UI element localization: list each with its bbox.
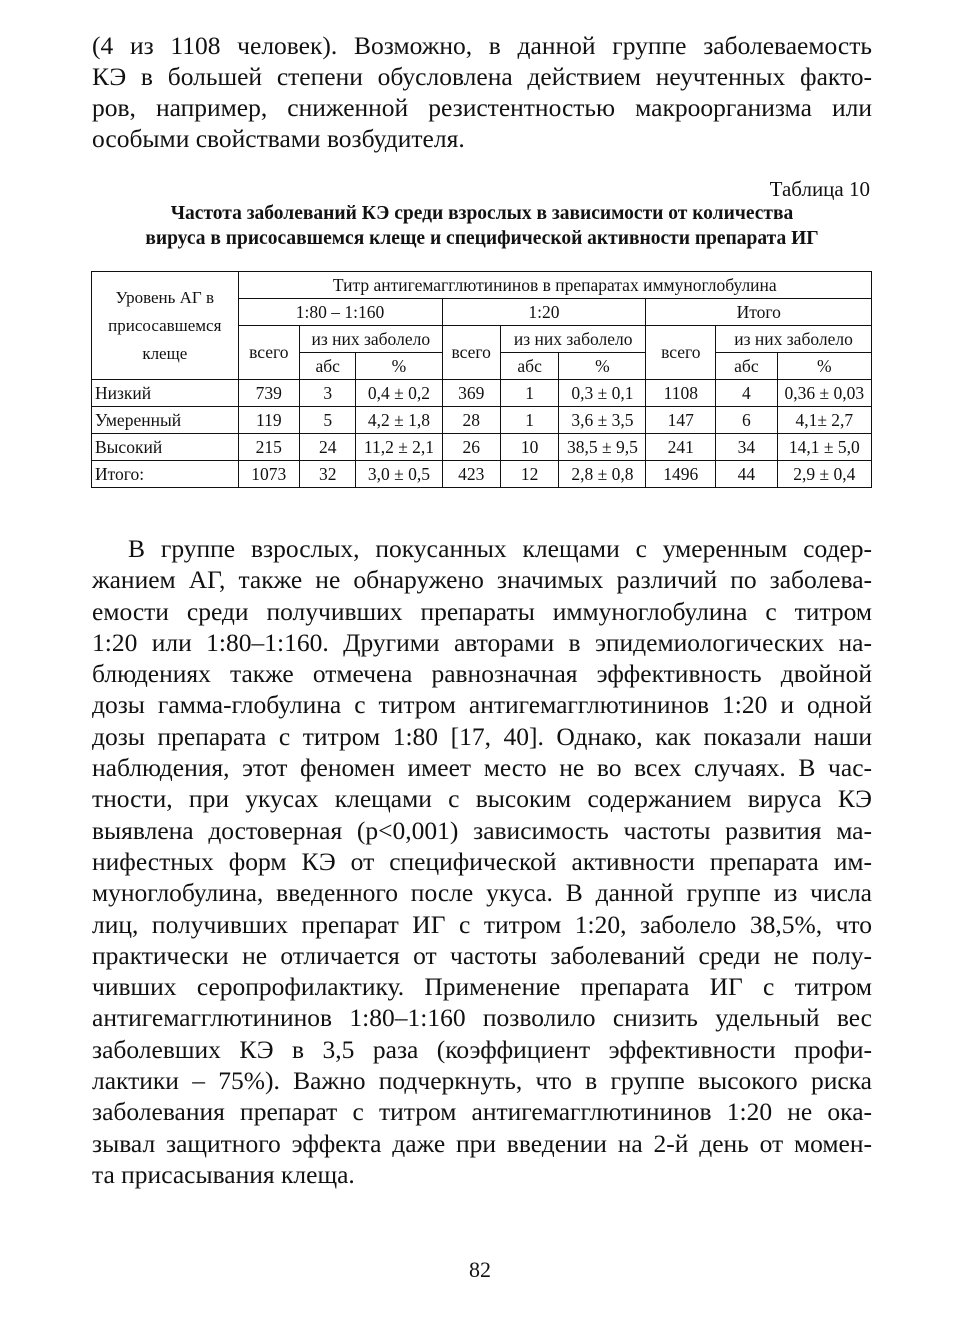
abs-header: абс [500, 353, 558, 380]
text-line: наблюдения, этот феномен имеет место не во всех случаях. В час- [92, 753, 872, 783]
total-header: всего [442, 326, 500, 380]
table-body [92, 380, 872, 488]
value-cell: 38,5 ± 9,5 [559, 434, 646, 461]
value-cell: 0,36 ± 0,03 [777, 380, 871, 407]
value-cell: 12 [500, 461, 558, 488]
top-paragraph [92, 30, 872, 154]
value-cell: 4,1± 2,7 [777, 407, 871, 434]
group-header: Титр антигемагглютининов в препаратах иммуноглобулина [238, 272, 871, 299]
value-cell: 24 [300, 434, 356, 461]
text-line: заболевших КЭ в 3,5 раза (коэффициент эффективности профи- [92, 1034, 872, 1064]
text-line: та присасывания клеща. [92, 1159, 355, 1189]
text-line: жанием АГ, также не обнаружено значимых различий по заболева- [92, 565, 872, 595]
text-line: емости среди получивших препараты иммуноглобулина с титром [92, 596, 872, 626]
text-line: тности, при укусах клещами с высоким содержанием вируса КЭ [92, 784, 872, 814]
row-header-line: Уровень АГ в [115, 287, 215, 307]
text-line: лиц, получивших препарат ИГ с титром 1:20, заболело 38,5%, что [92, 909, 872, 939]
value-cell: 2,8 ± 0,8 [559, 461, 646, 488]
value-cell: 44 [716, 461, 777, 488]
value-cell: 1 [500, 407, 558, 434]
pct-header: % [356, 353, 442, 380]
value-cell: 14,1 ± 5,0 [777, 434, 871, 461]
value-cell: 3,0 ± 0,5 [356, 461, 442, 488]
text-line: блюдениях также отмечена равнозначная эффективность двойной [92, 659, 872, 689]
table-row [92, 434, 872, 461]
table-number: Таблица 10 [769, 177, 870, 201]
table-row [92, 407, 872, 434]
value-cell: 11,2 ± 2,1 [356, 434, 442, 461]
value-cell: 3 [300, 380, 356, 407]
text-line: В группе взрослых, покусанных клещами с умеренным содер- [128, 534, 872, 563]
value-cell: 2,9 ± 0,4 [777, 461, 871, 488]
value-cell: 10 [500, 434, 558, 461]
ill-header: из них заболело [300, 326, 442, 353]
value-cell: 423 [442, 461, 500, 488]
table-caption [92, 201, 872, 251]
total-header: всего [238, 326, 299, 380]
level-cell: Итого: [92, 461, 239, 488]
text-line: дозы гамма-глобулина с титром антигемагглютининов 1:20 и одной [92, 690, 872, 720]
row-header-line: присосавшемся [108, 315, 222, 335]
text-line: чивших серопрофилактику. Применение препарата ИГ с титром [92, 972, 872, 1002]
text-line: особыми свойствами возбудителя. [92, 124, 465, 153]
value-cell: 147 [646, 407, 716, 434]
text-line: заболевания препарат с титром антигемагглютининов 1:20 не ока- [92, 1097, 872, 1127]
value-cell: 34 [716, 434, 777, 461]
page-number: 82 [469, 1257, 491, 1282]
value-cell: 1108 [646, 380, 716, 407]
value-cell: 28 [442, 407, 500, 434]
text-line: практически не отличается от частоты заболеваний среди не полу- [92, 940, 872, 970]
abs-header: абс [300, 353, 356, 380]
row-header-cell [92, 272, 239, 380]
text-line: лактики – 75%). Важно подчеркнуть, что в группе высокого риска [92, 1066, 872, 1096]
text-line: КЭ в большей степени обусловлена действием неучтенных факто- [92, 62, 872, 91]
text-line: 1:20 или 1:80–1:160. Другими авторами в эпидемиологических на- [92, 627, 872, 657]
value-cell: 5 [300, 407, 356, 434]
titer-header: 1:80 – 1:160 [238, 299, 442, 326]
level-cell: Низкий [92, 380, 239, 407]
pct-header: % [559, 353, 646, 380]
pct-header: % [777, 353, 871, 380]
text-line: нифестных форм КЭ от специфической активности препарата им- [92, 846, 872, 876]
value-cell: 4,2 ± 1,8 [356, 407, 442, 434]
row-header-line: клеще [142, 343, 188, 363]
value-cell: 215 [238, 434, 299, 461]
level-cell: Умеренный [92, 407, 239, 434]
table-row [92, 380, 872, 407]
ill-header: из них заболело [716, 326, 872, 353]
value-cell: 1 [500, 380, 558, 407]
table-row [92, 461, 872, 488]
text-line: антигемагглютининов 1:80–1:160 позволило снизить удельный вес [92, 1003, 872, 1033]
value-cell: 32 [300, 461, 356, 488]
value-cell: 3,6 ± 3,5 [559, 407, 646, 434]
text-line: ров, например, сниженной резистентностью макроорганизма или [92, 93, 872, 122]
value-cell: 4 [716, 380, 777, 407]
value-cell: 0,3 ± 0,1 [559, 380, 646, 407]
value-cell: 1073 [238, 461, 299, 488]
value-cell: 6 [716, 407, 777, 434]
level-cell: Высокий [92, 434, 239, 461]
ill-header: из них заболело [500, 326, 646, 353]
caption-line: Частота заболеваний КЭ среди взрослых в зависимости от количества [170, 203, 794, 224]
value-cell: 241 [646, 434, 716, 461]
abs-header: абс [716, 353, 777, 380]
caption-line: вируса в присосавшемся клеще и специфической активности препарата ИГ [145, 228, 819, 249]
value-cell: 119 [238, 407, 299, 434]
value-cell: 1496 [646, 461, 716, 488]
value-cell: 26 [442, 434, 500, 461]
titer-header: 1:20 [442, 299, 646, 326]
text-line: муноглобулина, введенного после укуса. В данной группе из числа [92, 878, 872, 908]
value-cell: 0,4 ± 0,2 [356, 380, 442, 407]
text-line: (4 из 1108 человек). Возможно, в данной группе заболеваемость [92, 31, 872, 60]
value-cell: 369 [442, 380, 500, 407]
total-header: всего [646, 326, 716, 380]
text-line: зывал защитного эффекта даже при введении на 2-й день от момен- [92, 1128, 872, 1158]
titer-header: Итого [646, 299, 872, 326]
text-line: выявлена достоверная (p<0,001) зависимость частоты развития ма- [92, 815, 872, 845]
body-paragraph [92, 533, 872, 1190]
value-cell: 739 [238, 380, 299, 407]
text-line: дозы препарата с титром 1:80 [17, 40]. Однако, как показали наши [92, 721, 872, 751]
data-table [91, 271, 872, 488]
